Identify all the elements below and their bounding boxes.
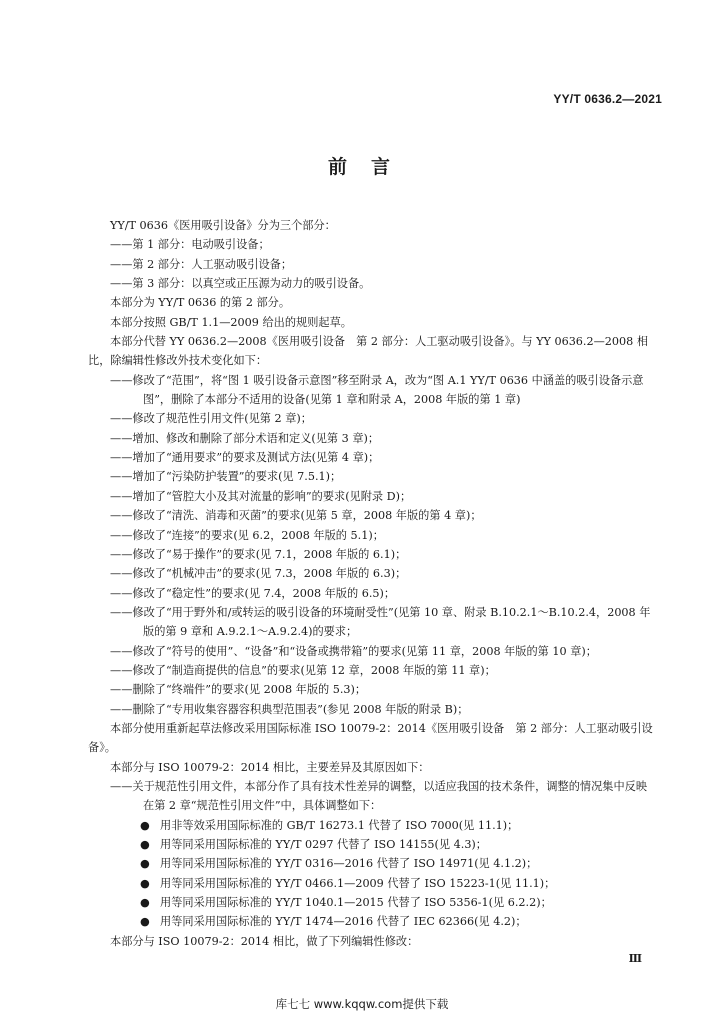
- paragraph: ——第 1 部分：电动吸引设备；: [110, 238, 270, 252]
- dash-list-item: ——修改了规范性引用文件(见第 2 章)；: [110, 412, 312, 426]
- standard-identifier: YY/T 0636.2—2021: [553, 92, 662, 106]
- dash-list-item: ——增加了“通用要求”的要求及测试方法(见第 4 章)；: [110, 451, 380, 465]
- bullet-item: [88, 912, 656, 931]
- dash-list-item: ——增加、修改和删除了部分术语和定义(见第 3 章)；: [110, 431, 380, 445]
- paragraph: 本部分使用重新起草法修改采用国际标准 ISO 10079-2：2014《医用吸引设备 第 2 部分：人工驱动吸引设备》。: [88, 721, 653, 755]
- dash-list-item: ——修改了“稳定性”的要求(见 7.4，2008 年版的 6.5)；: [110, 586, 396, 600]
- dash-list-item: ——删除了“专用收集容器容积典型范围表”(参见 2008 年版的附录 B)；: [110, 702, 469, 716]
- dash-list-item: ——修改了“范围”，将“图 1 吸引设备示意图”移至附录 A，改为“图 A.1 YY/T 0636 中涵盖的吸引设备示意图”，删除了本部分不适用的设备(见第 1 章和附录 A，2008 年版的第 1 章): [110, 373, 644, 407]
- bullet-item: [88, 874, 656, 893]
- bullet-text: 用等同采用国际标准的 YY/T 0466.1—2009 代替了 ISO 15223-1(见 11.1)；: [160, 876, 556, 890]
- dash-list-item: ——修改了“连接”的要求(见 6.2，2008 年版的 5.1)；: [110, 528, 384, 542]
- bullet-icon: ●: [140, 838, 150, 851]
- bullet-icon: ●: [140, 896, 150, 910]
- paragraph: ——第 2 部分：人工驱动吸引设备；: [110, 257, 293, 271]
- document-body: [88, 216, 656, 951]
- bullet-item: [88, 816, 656, 835]
- paragraph: ——第 3 部分：以真空或正压源为动力的吸引设备。: [110, 277, 371, 291]
- bullet-item: [88, 893, 656, 912]
- bullet-text: 用非等效采用国际标准的 GB/T 16273.1 代替了 ISO 7000(见 11.1)；: [160, 818, 519, 832]
- dash-list-item: ——修改了“用于野外和/或转运的吸引设备的环境耐受性”(见第 10 章、附录 B.10.2.1～B.10.2.4，2008 年版的第 9 章和 A.9.2.1～A.9.2.4)的要求；: [110, 605, 651, 639]
- paragraph: YY/T 0636《医用吸引设备》分为三个部分：: [110, 219, 336, 232]
- bullet-icon: ●: [140, 915, 150, 929]
- bullet-text: 用等同采用国际标准的 YY/T 0316—2016 代替了 ISO 14971(见 4.1.2)；: [160, 857, 538, 871]
- dash-list-item: ——修改了“易于操作”的要求(见 7.1，2008 年版的 6.1)；: [110, 547, 407, 561]
- bullet-item: [88, 835, 656, 854]
- paragraph: 本部分按照 GB/T 1.1—2009 给出的规则起草。: [110, 315, 352, 329]
- dash-list-item: ——修改了“符号的使用”、“设备”和“设备或携带箱”的要求(见第 11 章，2008 年版的第 10 章)；: [110, 644, 597, 658]
- download-footer: 库七七 www.kqqw.com提供下载: [275, 997, 449, 1011]
- dash-list-item: ——删除了“终端件”的要求(见 2008 年版的 5.3)；: [110, 683, 367, 697]
- bullet-text: 用等同采用国际标准的 YY/T 1474—2016 代替了 IEC 62366(见 4.2)；: [160, 915, 527, 929]
- bullet-icon: ●: [140, 857, 150, 871]
- dash-list-item: ——修改了“机械冲击”的要求(见 7.3，2008 年版的 6.3)；: [110, 567, 407, 581]
- paragraph: 本部分为 YY/T 0636 的第 2 部分。: [110, 296, 291, 310]
- paragraph: 本部分与 ISO 10079-2：2014 相比，主要差异及其原因如下：: [110, 760, 430, 774]
- bullet-icon: ●: [140, 818, 150, 832]
- page-number: Ⅲ: [628, 952, 642, 965]
- bullet-icon: ●: [140, 876, 150, 890]
- bullet-item: [88, 854, 656, 873]
- dash-list-item: ——增加了“污染防护装置”的要求(见 7.5.1)；: [110, 470, 342, 484]
- bullet-text: 用等同采用国际标准的 YY/T 1040.1—2015 代替了 ISO 5356-1(见 6.2.2)；: [160, 896, 552, 910]
- dash-list-item: ——修改了“清洗、消毒和灭菌”的要求(见第 5 章，2008 年版的第 4 章)；: [110, 509, 482, 523]
- bullet-text: 用等同采用国际标准的 YY/T 0297 代替了 ISO 14155(见 4.3)；: [160, 838, 487, 851]
- dash-list-item: ——增加了“管腔大小及其对流量的影响”的要求(见附录 D)；: [110, 489, 412, 503]
- paragraph: 本部分与 ISO 10079-2：2014 相比，做了下列编辑性修改：: [110, 934, 419, 948]
- dash-list-item: ——修改了“制造商提供的信息”的要求(见第 12 章，2008 年版的第 11 章)；: [110, 663, 496, 677]
- dash-list-item: ——关于规范性引用文件，本部分作了具有技术性差异的调整，以适应我国的技术条件，调整的情况集中反映在第 2 章“规范性引用文件”中，具体调整如下：: [110, 779, 648, 813]
- paragraph: 本部分代替 YY 0636.2—2008《医用吸引设备 第 2 部分：人工驱动吸引设备》。与 YY 0636.2—2008 相比，除编辑性修改外技术变化如下：: [88, 335, 649, 368]
- page-title: 前言: [327, 156, 414, 178]
